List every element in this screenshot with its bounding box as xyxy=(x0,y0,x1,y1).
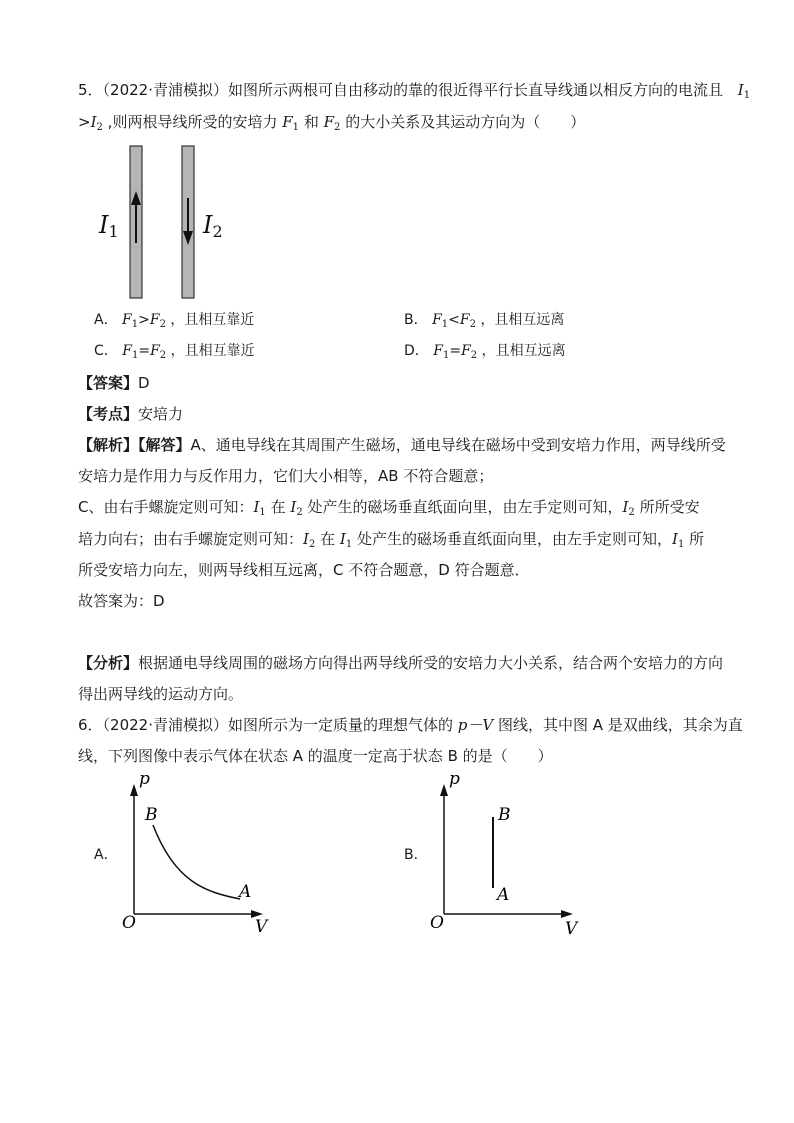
q5-option-a[interactable]: A． $F_1>F_2$ ，且相互靠近 xyxy=(94,312,255,330)
svg-text:A: A xyxy=(497,885,510,905)
pv-label: p－V xyxy=(457,716,494,734)
label-I2: I2 xyxy=(203,211,223,241)
svg-text:V: V xyxy=(255,917,268,937)
q5-answer: 【答案】D xyxy=(78,374,150,392)
q5-analysis-1: 【解析】【解答】A、通电导线在其周围产生磁场，通电导线在磁场中受到安培力作用，两导线所受 xyxy=(78,436,726,454)
q6-stem-line-2: 线，下列图像中表示气体在状态 A 的温度一定高于状态 B 的是（ ） xyxy=(78,747,553,765)
var-F2: $F_2$ xyxy=(323,113,341,133)
q5-stem-line-1 xyxy=(78,80,750,106)
q5-analysis-5: 所受安培力向左，则两导线相互远离，C 不符合题意，D 符合题意． xyxy=(78,561,530,579)
var-I1: $I_1$ xyxy=(737,81,751,101)
q6-figure-b xyxy=(425,772,585,937)
svg-text:A: A xyxy=(239,882,252,902)
var-I2: $I_2$ xyxy=(90,113,103,133)
var-F1: $F_1$ xyxy=(282,113,300,133)
q5-final: 故答案为：D xyxy=(78,592,165,610)
q5-stem-tail: 的大小关系及其运动方向为（ ） xyxy=(345,113,586,131)
q5-analysis-4: 培力向右；由右手螺旋定则可知：$I_2$ 在 $I_1$ 处产生的磁场垂直纸面向里，由左手定则可知，$I_1$ 所 xyxy=(78,530,705,550)
q5-option-c[interactable]: C． $F_1=F_2$ ，且相互靠近 xyxy=(94,343,255,361)
svg-text:O: O xyxy=(430,913,444,933)
q6-figure-a xyxy=(115,772,275,937)
q5-point: 【考点】安培力 xyxy=(78,405,184,423)
q5-stem-line-2 xyxy=(78,112,585,138)
q6-stem-line-1: 6．（2022·青浦模拟）如图所示为一定质量的理想气体的 p－V 图线，其中图 A 是双曲线，其余为直 xyxy=(78,716,743,734)
q6-option-a-label[interactable]: A． xyxy=(94,847,118,863)
label-I1: I1 xyxy=(99,211,119,241)
svg-text:p: p xyxy=(449,772,460,789)
q5-option-d[interactable]: D． $F_1=F_2$ ，且相互远离 xyxy=(404,343,566,361)
q6-option-b-label[interactable]: B． xyxy=(404,847,428,863)
q5-fenxi-1: 【分析】根据通电导线周围的磁场方向得出两导线所受的安培力大小关系，结合两个安培力的方向 xyxy=(78,654,724,672)
q5-analysis-2: 安培力是作用力与反作用力，它们大小相等，AB 不符合题意； xyxy=(78,467,494,485)
svg-text:B: B xyxy=(145,805,158,825)
gt-sign: > xyxy=(78,113,91,131)
q5-option-b[interactable]: B． $F_1<F_2$ ，且相互远离 xyxy=(404,312,565,330)
svg-text:V: V xyxy=(565,919,578,937)
q5-stem-text: 5．（2022·青浦模拟）如图所示两根可自由移动的靠的很近得平行长直导线通以相反方向的电流且 xyxy=(78,81,723,99)
q5-wires-figure xyxy=(95,143,245,303)
q5-analysis-3: C、由右手螺旋定则可知：$I_1$ 在 $I_2$ 处产生的磁场垂直纸面向里，由左手定则可知，$I_2$ 所所受安 xyxy=(78,498,700,518)
svg-text:O: O xyxy=(122,913,136,933)
svg-text:p: p xyxy=(139,772,150,789)
svg-text:B: B xyxy=(498,805,511,825)
q5-stem-text-2: ,则两根导线所受的安培力 xyxy=(107,113,278,131)
hyperbola-curve xyxy=(153,825,240,899)
q5-and: 和 xyxy=(303,113,319,131)
q5-fenxi-2: 得出两导线的运动方向。 xyxy=(78,685,244,703)
